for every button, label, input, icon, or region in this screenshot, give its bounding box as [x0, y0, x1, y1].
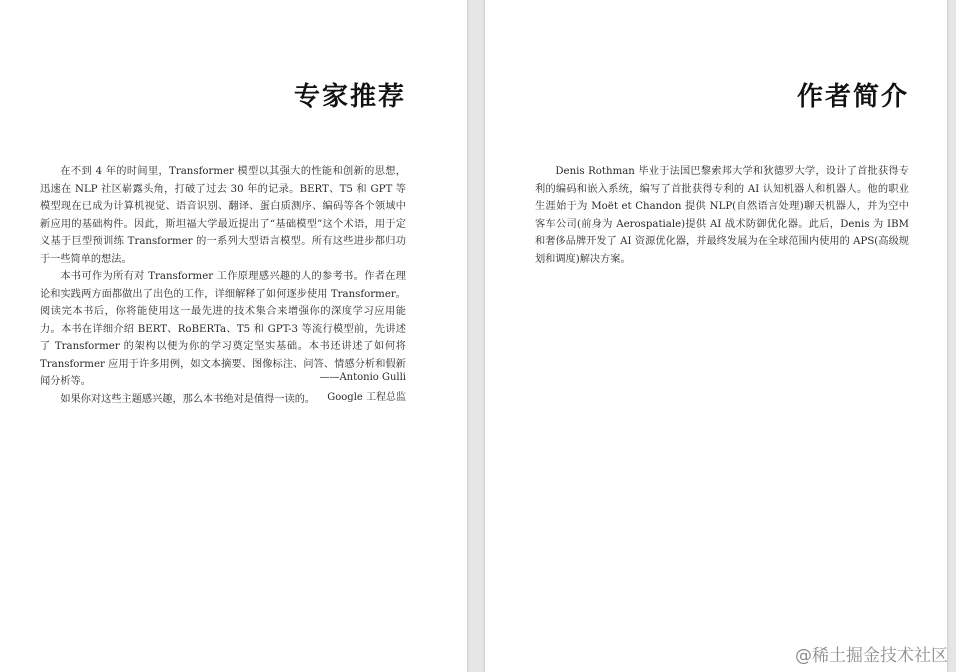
signature-name: ——Antonio Gulli: [319, 372, 406, 383]
left-paragraph-2: 本书可作为所有对 Transformer 工作原理感兴趣的人的参考书。作者在理论和实践两方面都做出了出色的工作，详细解释了如何逐步使用 Transformer。阅读完本书后，你将能使用这一最先进的技术集合来增强你的深度学习应用能力。本书在详细介绍 BERT、RoBERTa、T5 和 GPT-3 等流行模型前，先讲述了 Transformer 的架构以便为你的学习奠定坚实基础。本书还讲述了如何将 Transformer 应用于许多用例，如文本摘要、图像标注、问答、情感分析和假新闻分析等。: [40, 271, 406, 387]
left-paragraph-3: 如果你对这些主题感兴趣，那么本书绝对是值得一读的。: [60, 393, 316, 405]
signature-title: Google 工程总监: [327, 392, 406, 403]
right-page-body: [535, 163, 909, 268]
left-page: [0, 0, 467, 672]
watermark: @稀土掘金技术社区: [795, 646, 948, 666]
left-page-heading: 专家推荐: [293, 82, 406, 112]
left-paragraph-1: 在不到 4 年的时间里，Transformer 模型以其强大的性能和创新的思想，迅速在 NLP 社区崭露头角，打破了过去 30 年的记录。BERT、T5 和 GPT 等模型现在已成为计算机视觉、语音识别、翻译、蛋白质测序、编码等各个领域中新应用的基础构件。因此，斯坦福大学最近提出了“基础模型”这个术语，用于定义基于巨型预训练 Transformer 的一系列大型语言模型。所有这些进步都归功于一些简单的想法。: [40, 166, 406, 265]
right-page: [485, 0, 947, 672]
right-paragraph-1: Denis Rothman 毕业于法国巴黎索邦大学和狄德罗大学，设计了首批获得专利的编码和嵌入系统，编写了首批获得专利的 AI 认知机器人和机器人。他的职业生涯始于为 Moët et Chandon 提供 NLP(自然语言处理)聊天机器人，并为空中客车公司(前身为 Aerospatiale)提供 AI 战术防御优化器。此后，Denis 为 IBM 和奢侈品牌开发了 AI 资源优化器，并最终发展为在全球范围内使用的 APS(高级规划和调度)解决方案。: [535, 166, 909, 265]
right-page-heading: 作者简介: [796, 82, 909, 112]
